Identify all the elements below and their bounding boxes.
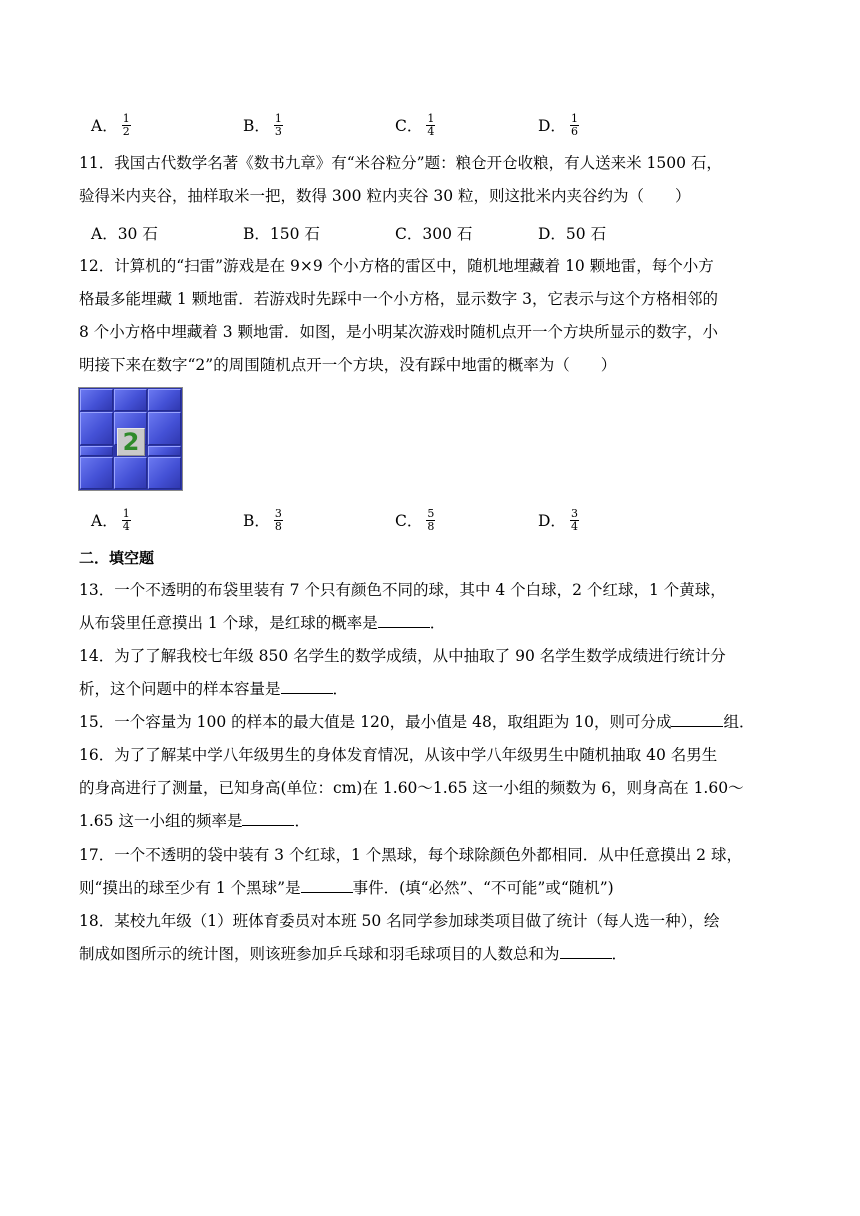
q16-text-line3: 1.65 这一小组的频率是 ． — [79, 812, 310, 830]
q10-option-a: A． $\frac{1}{2}$ — [91, 111, 130, 138]
q13-text-line1: 13．一个不透明的布袋里装有 7 个只有颜色不同的球，其中 4 个白球，2 个红球，1 个黄球， — [79, 581, 726, 599]
q14-text-line1: 14．为了了解我校七年级 850 名学生的数学成绩，从中抽取了 90 名学生数学成绩进行统计分 — [79, 647, 726, 665]
grid-cell — [80, 446, 113, 456]
q11-text-line1: 11．我国古代数学名著《数书九章》有“米谷粒分”题：粮仓开仓收粮，有人送来米 1500 石， — [79, 154, 722, 172]
grid-cell — [114, 457, 147, 489]
q17-text-line1: 17．一个不透明的袋中装有 3 个红球，1 个黑球，每个球除颜色外都相同．从中任意摸出 2 球， — [79, 846, 742, 864]
grid-cell — [80, 457, 113, 489]
q12-text-line4: 明接下来在数字“2”的周围随机点开一个方块，没有踩中地雷的概率为（ ） — [79, 356, 617, 374]
q15-text-line1: 15．一个容量为 100 的样本的最大值是 120，最小值是 48，取组距为 10，则可分成 组． — [79, 713, 755, 731]
fraction: $\frac{1}{3}$ — [274, 111, 282, 138]
section-title-fill-blank: 二．填空题 — [79, 549, 155, 567]
q16-text-line2: 的身高进行了测量，已知身高(单位：cm)在 1.60～1.65 这一小组的频数为 6，则身高在 1.60～ — [79, 779, 744, 797]
fraction: $\frac{3}{4}$ — [570, 506, 578, 533]
answer-blank — [378, 613, 430, 628]
q11-option-a: A．30 石 — [91, 225, 158, 243]
q13-text-line2: 从布袋里任意摸出 1 个球，是红球的概率是 ． — [79, 614, 446, 632]
grid-cell — [80, 389, 113, 411]
opened-cell-number: 2 — [117, 428, 145, 456]
fraction: $\frac{5}{8}$ — [427, 506, 435, 533]
fraction: $\frac{1}{2}$ — [122, 111, 130, 138]
q16-text-line1: 16．为了了解某中学八年级男生的身体发育情况，从该中学八年级男生中随机抽取 40 名男生 — [79, 746, 718, 764]
q11-option-d: D．50 石 — [538, 225, 607, 243]
q10-option-d: D． $\frac{1}{6}$ — [538, 111, 578, 138]
q10-option-c: C． $\frac{1}{4}$ — [395, 111, 435, 138]
answer-blank — [671, 712, 723, 727]
q11-text-line2: 验得米内夹谷，抽样取米一把，数得 300 粒内夹谷 30 粒，则这批米内夹谷约为（ ） — [79, 187, 691, 205]
q17-text-line2: 则“摸出的球至少有 1 个黑球”是 事件．(填“必然”、“不可能”或“随机”) — [79, 879, 614, 897]
answer-blank — [242, 811, 294, 826]
answer-blank — [281, 679, 333, 694]
q12-text-line1: 12．计算机的“扫雷”游戏是在 9×9 个小方格的雷区中，随机地埋藏着 10 颗地雷，每个小方 — [79, 257, 714, 275]
q10-option-b: B． $\frac{1}{3}$ — [243, 111, 282, 138]
q12-text-line3: 8 个小方格中埋藏着 3 颗地雷．如图，是小明某次游戏时随机点开一个方块所显示的数字，小 — [79, 323, 719, 341]
answer-blank — [301, 878, 353, 893]
fraction: $\frac{1}{4}$ — [122, 506, 130, 533]
q14-text-line2: 析，这个问题中的样本容量是 ． — [79, 680, 349, 698]
q11-option-b: B．150 石 — [243, 225, 320, 243]
q11-option-c: C．300 石 — [395, 225, 473, 243]
grid-cell — [80, 412, 113, 445]
q12-option-b: B． $\frac{3}{8}$ — [243, 506, 282, 533]
q12-option-c: C． $\frac{5}{8}$ — [395, 506, 435, 533]
q12-option-a: A． $\frac{1}{4}$ — [91, 506, 130, 533]
q18-text-line1: 18．某校九年级（1）班体育委员对本班 50 名同学参加球类项目做了统计（每人选一种），绘 — [79, 912, 720, 930]
grid-cell — [148, 446, 181, 456]
answer-blank — [560, 944, 612, 959]
q18-text-line2: 制成如图所示的统计图，则该班参加乒乓球和羽毛球项目的人数总和为 ． — [79, 945, 628, 963]
q12-option-d: D． $\frac{3}{4}$ — [538, 506, 578, 533]
fraction: $\frac{1}{4}$ — [427, 111, 435, 138]
minesweeper-figure — [78, 387, 183, 491]
fraction: $\frac{1}{6}$ — [570, 111, 578, 138]
grid-cell — [148, 457, 181, 489]
grid-cell — [114, 389, 147, 411]
grid-cell — [148, 412, 181, 445]
fraction: $\frac{3}{8}$ — [274, 506, 282, 533]
q12-text-line2: 格最多能埋藏 1 颗地雷．若游戏时先踩中一个小方格，显示数字 3，它表示与这个方格相邻的 — [79, 290, 719, 308]
grid-cell — [148, 389, 181, 411]
